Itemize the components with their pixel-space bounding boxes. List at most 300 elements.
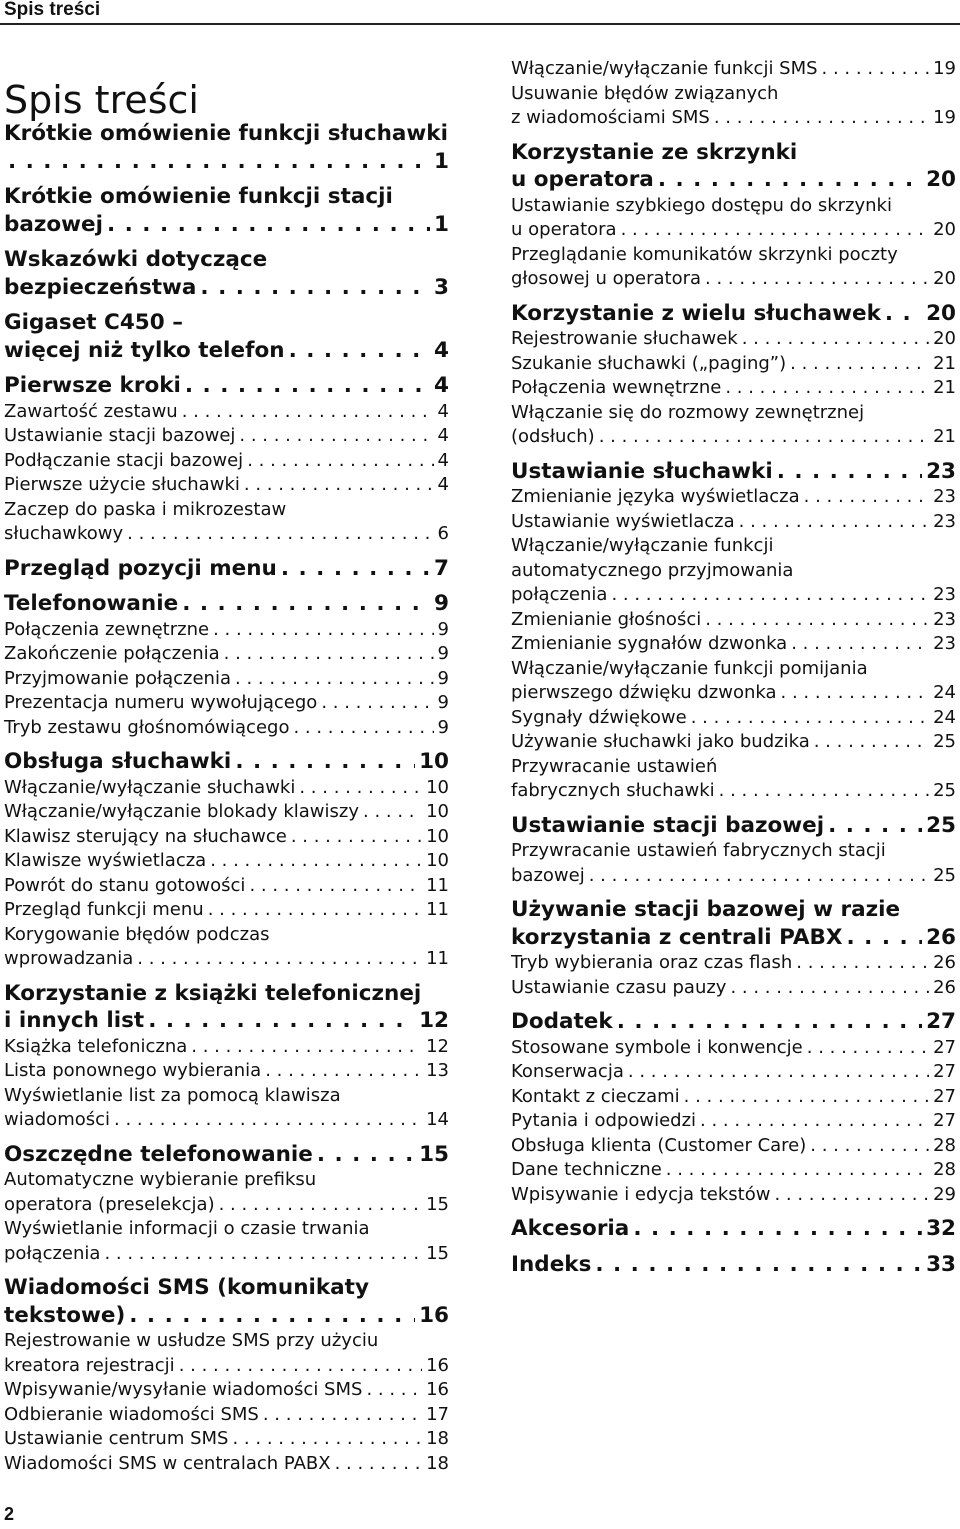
toc-section-line[interactable]	[511, 1158, 956, 1183]
toc-dot-leader	[182, 590, 430, 618]
toc-page-number: 20	[926, 300, 956, 326]
toc-entry-title: Przeglądanie komunikatów skrzynki poczty	[511, 243, 898, 265]
toc-dot-leader	[291, 825, 422, 850]
toc-page-number: 21	[933, 426, 956, 447]
toc-entry-title: Gigaset C450 –	[4, 310, 183, 335]
toc-page-number: 23	[933, 584, 956, 605]
toc-entry-title: Prezentacja numeru wywołującego	[4, 692, 318, 713]
toc-page-number: 27	[933, 1085, 956, 1107]
toc-entry-title: Usuwanie błędów związanych	[511, 82, 779, 104]
toc-entry-title: Wskazówki dotyczące	[4, 247, 268, 272]
toc-page-number: 4	[437, 425, 449, 446]
toc-entry-title: Pierwsze kroki	[4, 373, 181, 398]
toc-dot-leader	[796, 951, 929, 976]
toc-chapter-line[interactable]	[511, 1215, 956, 1243]
toc-section-line[interactable]	[511, 839, 956, 864]
toc-entry-title: połączenia	[511, 584, 608, 605]
toc-chapter-line[interactable]	[511, 896, 956, 924]
toc-section-line[interactable]	[4, 667, 449, 692]
toc-page-number: 10	[419, 749, 449, 774]
toc-chapter-line[interactable]	[4, 748, 449, 776]
toc-dot-leader	[224, 642, 434, 667]
toc-entry-title: Ustawianie słuchawki	[511, 458, 773, 484]
toc-dot-leader	[182, 400, 434, 425]
toc-dot-leader	[289, 337, 430, 365]
toc-dot-leader	[239, 424, 433, 449]
toc-entry-title: operatora (preselekcja)	[4, 1193, 215, 1215]
toc-section-line[interactable]	[4, 424, 449, 449]
toc-dot-leader	[719, 779, 929, 804]
toc-section-line[interactable]	[4, 1354, 449, 1379]
toc-section-line[interactable]	[4, 1059, 449, 1084]
toc-entry-title: u operatora	[511, 219, 617, 240]
toc-section-line[interactable]	[511, 485, 956, 510]
toc-dot-leader	[599, 425, 929, 450]
toc-page-number: 20	[933, 328, 956, 349]
toc-chapter-line[interactable]	[4, 1141, 449, 1169]
toc-entry-title: Pierwsze użycie słuchawki	[4, 474, 240, 495]
toc-section-line[interactable]	[511, 657, 956, 682]
toc-page-number: 21	[933, 352, 956, 374]
toc-entry-title: połączenia	[4, 1242, 101, 1264]
toc-dot-leader	[822, 57, 930, 82]
toc-dot-leader	[725, 376, 929, 401]
toc-section-line[interactable]	[4, 400, 449, 425]
toc-chapter-line[interactable]	[511, 924, 956, 952]
toc-dot-leader	[810, 1134, 929, 1159]
toc-entry-title: Zmienianie sygnałów dzwonka	[511, 633, 788, 654]
toc-dot-leader	[705, 608, 929, 633]
toc-entry-title: wiadomości	[4, 1109, 111, 1130]
toc-entry-title: u operatora	[511, 167, 654, 192]
page-title: Spis treści	[4, 78, 199, 123]
toc-dot-leader	[666, 1158, 929, 1183]
toc-chapter-line[interactable]	[4, 1007, 449, 1035]
toc-entry-title: fabrycznych słuchawki	[511, 780, 715, 801]
toc-page-number: 10	[426, 801, 449, 822]
toc-chapter-line[interactable]	[4, 1302, 449, 1330]
toc-entry-title: z wiadomościami SMS	[511, 107, 710, 128]
toc-entry-title: Wyświetlanie list za pomocą klawisza	[4, 1084, 341, 1106]
toc-page-number: 19	[933, 58, 956, 79]
toc-page-number: 21	[933, 377, 956, 398]
toc-section-line[interactable]	[4, 874, 449, 899]
toc-section-line[interactable]	[4, 522, 449, 547]
toc-page-number: 4	[437, 474, 449, 495]
toc-entry-title: Pytania i odpowiedzi	[511, 1110, 697, 1131]
toc-section-line[interactable]	[511, 755, 956, 780]
toc-section-line[interactable]	[511, 951, 956, 976]
toc-page-number: 25	[933, 864, 956, 886]
toc-page-number: 18	[426, 1452, 449, 1474]
toc-section-line[interactable]	[4, 473, 449, 498]
toc-dot-leader	[299, 776, 422, 801]
toc-dot-leader	[595, 1251, 922, 1279]
toc-page-number: 13	[426, 1060, 449, 1081]
toc-dot-leader	[249, 874, 422, 899]
toc-chapter-line[interactable]	[511, 300, 956, 328]
toc-chapter-line[interactable]	[511, 139, 956, 167]
toc-page-number: 20	[926, 167, 956, 192]
toc-section-line[interactable]	[4, 923, 449, 948]
toc-chapter-line[interactable]	[511, 1008, 956, 1036]
toc-section-line[interactable]	[511, 401, 956, 426]
toc-entry-title: Klawisze wyświetlacza	[4, 850, 207, 871]
toc-dot-leader	[213, 618, 433, 643]
toc-dot-leader	[317, 1141, 415, 1169]
toc-section-line[interactable]	[511, 632, 956, 657]
toc-page-number: 27	[926, 1009, 956, 1034]
toc-page-number: 11	[426, 874, 449, 896]
toc-dot-leader	[179, 1354, 422, 1379]
toc-entry-title: Szukanie słuchawki („paging”)	[511, 352, 787, 374]
toc-section-line[interactable]	[4, 849, 449, 874]
toc-dot-leader	[828, 812, 922, 840]
toc-entry-title: Ustawianie szybkiego dostępu do skrzynki	[511, 194, 892, 216]
toc-dot-leader	[247, 449, 433, 474]
toc-page-number: 16	[419, 1302, 449, 1328]
toc-dot-leader	[185, 372, 430, 400]
toc-page-number: 23	[926, 458, 956, 484]
toc-page-number: 9	[437, 692, 449, 713]
toc-entry-title: Automatyczne wybieranie prefiksu	[4, 1169, 317, 1190]
toc-dot-leader	[114, 1108, 422, 1133]
toc-entry-title: więcej niż tylko telefon	[4, 337, 285, 363]
toc-page-number: 24	[933, 682, 956, 703]
toc-page-number: 25	[933, 731, 956, 752]
toc-entry-title: Sygnały dźwiękowe	[511, 706, 687, 728]
toc-page-number: 23	[933, 510, 956, 532]
toc-section-line[interactable]	[511, 194, 956, 219]
toc-page-number: 15	[426, 1242, 449, 1264]
header-rule	[0, 23, 960, 25]
toc-dot-leader	[700, 1109, 929, 1134]
toc-entry-title: Przegląd funkcji menu	[4, 899, 204, 920]
toc-dot-leader	[293, 716, 433, 741]
toc-chapter-line[interactable]	[511, 166, 956, 194]
toc-dot-leader	[137, 947, 422, 972]
toc-section-line[interactable]	[4, 716, 449, 741]
toc-entry-title: Lista ponownego wybierania	[4, 1060, 262, 1081]
toc-chapter-line[interactable]	[4, 309, 449, 337]
toc-section-line[interactable]	[511, 218, 956, 243]
toc-section-line[interactable]	[511, 1036, 956, 1061]
toc-entry-title: tekstowe)	[4, 1302, 126, 1328]
toc-section-line[interactable]	[511, 1085, 956, 1110]
toc-chapter-line[interactable]	[4, 980, 449, 1008]
toc-page-number: 10	[426, 850, 449, 871]
toc-entry-title: Ustawianie stacji bazowej	[4, 425, 236, 446]
toc-entry-title: Wiadomości SMS (komunikaty	[4, 1275, 369, 1300]
toc-section-line[interactable]	[4, 1168, 449, 1193]
toc-entry-title: wprowadzania	[4, 948, 134, 969]
page-number: 2	[4, 1504, 15, 1524]
toc-page-number: 16	[426, 1379, 449, 1400]
toc-entry-title: Wiadomości SMS w centralach PABX	[4, 1452, 331, 1474]
toc-dot-leader	[363, 800, 422, 825]
toc-dot-leader	[804, 485, 929, 510]
toc-entry-title: Krótkie omówienie funkcji stacji	[4, 184, 393, 209]
toc-page-number: 23	[933, 486, 956, 507]
toc-entry-title: Połączenia zewnętrzne	[4, 618, 210, 640]
toc-dot-leader	[8, 148, 430, 176]
toc-page-number: 28	[933, 1159, 956, 1180]
toc-entry-title: Korzystanie z wielu słuchawek	[511, 300, 881, 326]
toc-dot-leader	[235, 667, 434, 692]
toc-dot-leader	[219, 1193, 422, 1218]
toc-entry-title: Obsługa słuchawki	[4, 749, 232, 774]
toc-page-number: 9	[437, 618, 449, 640]
toc-entry-title: Włączanie/wyłączanie funkcji pomijania	[511, 657, 868, 679]
toc-section-line[interactable]	[511, 82, 956, 107]
toc-section-line[interactable]	[4, 691, 449, 716]
toc-section-line[interactable]	[4, 1217, 449, 1242]
toc-page-number: 24	[933, 706, 956, 728]
toc-page-number: 16	[426, 1354, 449, 1376]
toc-dot-leader	[104, 1242, 422, 1267]
toc-page-number: 12	[426, 1035, 449, 1057]
toc-section-line[interactable]	[511, 779, 956, 804]
toc-entry-title: Odbieranie wiadomości SMS	[4, 1403, 259, 1425]
toc-section-line[interactable]	[4, 800, 449, 825]
toc-dot-leader	[281, 555, 430, 583]
toc-entry-title: głosowej u operatora	[511, 268, 702, 289]
toc-section-line[interactable]	[4, 825, 449, 850]
toc-entry-title: Przywracanie ustawień fabrycznych stacji	[511, 840, 886, 861]
toc-dot-leader	[208, 898, 422, 923]
toc-section-line[interactable]	[4, 1084, 449, 1109]
toc-entry-title: automatycznego przyjmowania	[511, 559, 794, 581]
toc-dot-leader	[366, 1378, 422, 1403]
toc-entry-title: Ustawianie centrum SMS	[4, 1428, 229, 1449]
toc-section-line[interactable]	[511, 976, 956, 1001]
toc-section-line[interactable]	[511, 425, 956, 450]
toc-entry-title: Klawisz sterujący na słuchawce	[4, 825, 287, 847]
toc-dot-leader	[335, 1452, 423, 1477]
toc-section-line[interactable]	[511, 864, 956, 889]
toc-section-line[interactable]	[511, 57, 956, 82]
toc-dot-leader	[263, 1403, 422, 1428]
toc-dot-leader	[633, 1215, 922, 1243]
toc-entry-title: i innych list	[4, 1008, 145, 1033]
toc-entry-title: Włączanie/wyłączanie blokady klawiszy	[4, 801, 359, 822]
toc-section-line[interactable]	[4, 1242, 449, 1267]
toc-chapter-line[interactable]	[4, 337, 449, 365]
toc-entry-title: słuchawkowy	[4, 523, 124, 544]
toc-page-number: 12	[419, 1008, 449, 1033]
toc-page-number: 11	[426, 899, 449, 920]
toc-page-number: 20	[933, 219, 956, 240]
toc-section-line[interactable]	[511, 681, 956, 706]
toc-entry-title: Wpisywanie/wysyłanie wiadomości SMS	[4, 1379, 363, 1400]
toc-entry-title: Podłączanie stacji bazowej	[4, 449, 244, 471]
toc-dot-leader	[781, 681, 930, 706]
toc-entry-title: Włączanie się do rozmowy zewnętrznej	[511, 401, 865, 423]
toc-section-line[interactable]	[511, 352, 956, 377]
toc-page-number: 4	[434, 373, 449, 398]
toc-entry-title: Tryb zestawu głośnomówiącego	[4, 716, 290, 738]
toc-chapter-line[interactable]	[511, 1251, 956, 1279]
toc-entry-title: Książka telefoniczna	[4, 1035, 188, 1057]
toc-entry-title: Używanie stacji bazowej w razie	[511, 897, 901, 922]
toc-page-number: 9	[434, 591, 449, 616]
toc-page-number: 25	[926, 812, 956, 838]
toc-section-line[interactable]	[4, 498, 449, 523]
toc-dot-leader	[265, 1059, 422, 1084]
toc-section-line[interactable]	[4, 898, 449, 923]
toc-dot-leader	[617, 1008, 922, 1036]
toc-page-number: 20	[933, 268, 956, 289]
toc-section-line[interactable]	[4, 642, 449, 667]
toc-dot-leader	[791, 632, 929, 657]
toc-entry-title: Ustawianie czasu pauzy	[511, 976, 727, 998]
toc-entry-title: Powrót do stanu gotowości	[4, 874, 246, 896]
toc-section-line[interactable]	[511, 243, 956, 268]
toc-chapter-line[interactable]	[511, 458, 956, 486]
toc-entry-title: Indeks	[511, 1251, 592, 1277]
toc-section-line[interactable]	[4, 1329, 449, 1354]
toc-entry-title: Wpisywanie i edycja tekstów	[511, 1183, 771, 1205]
toc-dot-leader	[847, 924, 923, 952]
toc-chapter-line[interactable]	[4, 211, 449, 239]
toc-entry-title: Konserwacja	[511, 1061, 624, 1082]
toc-dot-leader	[107, 211, 430, 239]
toc-page-number: 32	[926, 1216, 956, 1241]
toc-section-line[interactable]	[511, 510, 956, 535]
toc-section-line[interactable]	[4, 1452, 449, 1477]
toc-entry-title: Zmienianie języka wyświetlacza	[511, 486, 800, 507]
toc-page-number: 26	[933, 976, 956, 998]
toc-page-number: 18	[426, 1428, 449, 1449]
toc-page-number: 15	[419, 1141, 449, 1167]
toc-entry-title: Stosowane symbole i konwencje	[511, 1036, 803, 1058]
toc-dot-leader	[714, 106, 929, 131]
toc-section-line[interactable]	[511, 608, 956, 633]
toc-entry-title: Połączenia wewnętrzne	[511, 377, 722, 398]
toc-entry-title: Rejestrowanie w usłudze SMS przy użyciu	[4, 1330, 379, 1351]
toc-chapter-line[interactable]	[4, 555, 449, 583]
toc-chapter-line[interactable]	[4, 274, 449, 302]
toc-page-number: 27	[933, 1061, 956, 1082]
toc-entry-title: Dane techniczne	[511, 1159, 662, 1180]
toc-page-number: 25	[933, 780, 956, 801]
toc-section-line[interactable]	[511, 376, 956, 401]
toc-section-line[interactable]	[511, 730, 956, 755]
toc-section-line[interactable]	[511, 583, 956, 608]
toc-section-line[interactable]	[511, 1109, 956, 1134]
toc-section-line[interactable]	[511, 706, 956, 731]
toc-section-line[interactable]	[4, 1427, 449, 1452]
toc-section-line[interactable]	[4, 947, 449, 972]
toc-section-line[interactable]	[4, 618, 449, 643]
toc-page-number: 9	[437, 716, 449, 738]
toc-page-number: 4	[437, 400, 449, 422]
toc-dot-leader	[814, 730, 929, 755]
toc-section-line[interactable]	[4, 1193, 449, 1218]
toc-page-number: 4	[437, 449, 449, 471]
toc-entry-title: Włączanie/wyłączanie słuchawki	[4, 776, 296, 798]
toc-entry-title: Włączanie/wyłączanie funkcji	[511, 535, 774, 556]
toc-page-number: 19	[933, 107, 956, 128]
toc-chapter-line[interactable]	[4, 590, 449, 618]
toc-section-line[interactable]	[511, 267, 956, 292]
toc-entry-title: (odsłuch)	[511, 426, 595, 447]
toc-page-number: 33	[926, 1251, 956, 1277]
toc-page-number: 28	[933, 1134, 956, 1156]
toc-section-line[interactable]	[4, 1035, 449, 1060]
toc-entry-title: Korzystanie ze skrzynki	[511, 139, 798, 165]
toc-entry-title: pierwszego dźwięku dzwonka	[511, 682, 777, 703]
toc-section-line[interactable]	[4, 1403, 449, 1428]
toc-page-number: 6	[437, 523, 449, 544]
toc-entry-title: Używanie słuchawki jako budzika	[511, 731, 810, 752]
toc-entry-title: Ustawianie wyświetlacza	[511, 510, 735, 532]
toc-page-number: 29	[933, 1183, 956, 1205]
toc-dot-leader	[611, 583, 929, 608]
toc-entry-title: Oszczędne telefonowanie	[4, 1141, 313, 1167]
toc-entry-title: Obsługa klienta (Customer Care)	[511, 1134, 807, 1156]
toc-entry-title: Rejestrowanie słuchawek	[511, 328, 738, 349]
toc-entry-title: Zmienianie głośności	[511, 608, 702, 630]
toc-chapter-line[interactable]	[4, 120, 449, 175]
toc-section-line[interactable]	[511, 106, 956, 131]
toc-dot-leader	[235, 748, 415, 776]
toc-page-number: 1	[434, 148, 449, 174]
toc-entry-title: Przywracanie ustawień	[511, 755, 718, 777]
toc-page-number: 17	[426, 1403, 449, 1425]
toc-dot-leader	[127, 522, 433, 547]
toc-entry-title: Zaczep do paska i mikrozestaw	[4, 498, 287, 520]
toc-page-number: 27	[933, 1036, 956, 1058]
toc-section-line[interactable]	[511, 1134, 956, 1159]
toc-entry-title: bezpieczeństwa	[4, 274, 197, 300]
toc-dot-leader	[232, 1427, 422, 1452]
toc-section-line[interactable]	[511, 559, 956, 584]
toc-chapter-line[interactable]	[4, 183, 449, 211]
toc-section-line[interactable]	[4, 449, 449, 474]
toc-section-line[interactable]	[4, 1108, 449, 1133]
toc-page-number: 26	[926, 924, 956, 950]
toc-chapter-line[interactable]	[4, 372, 449, 400]
toc-section-line[interactable]	[4, 776, 449, 801]
toc-right-column	[511, 57, 956, 1278]
toc-page-number: 9	[437, 643, 449, 664]
toc-dot-leader	[129, 1302, 415, 1330]
toc-dot-leader	[628, 1060, 929, 1085]
toc-page-number: 23	[933, 633, 956, 654]
toc-dot-leader	[774, 1183, 929, 1208]
toc-entry-title: Krótkie omówienie funkcji słuchawki	[4, 121, 448, 146]
toc-entry-title: Dodatek	[511, 1009, 613, 1034]
toc-chapter-line[interactable]	[4, 246, 449, 274]
toc-chapter-line[interactable]	[511, 812, 956, 840]
toc-section-line[interactable]	[4, 1378, 449, 1403]
toc-page-number: 3	[434, 274, 449, 300]
toc-page-number: 10	[426, 825, 449, 847]
toc-section-line[interactable]	[511, 1060, 956, 1085]
toc-entry-title: korzystania z centrali PABX	[511, 924, 843, 950]
toc-entry-title: Tryb wybierania oraz czas flash	[511, 952, 793, 973]
toc-section-line[interactable]	[511, 1183, 956, 1208]
toc-chapter-line[interactable]	[4, 1274, 449, 1302]
toc-dot-leader	[742, 327, 929, 352]
toc-dot-leader	[191, 1035, 422, 1060]
toc-section-line[interactable]	[511, 327, 956, 352]
toc-page-number: 9	[437, 667, 449, 689]
toc-section-line[interactable]	[511, 534, 956, 559]
toc-page-number: 4	[434, 337, 449, 363]
toc-dot-leader	[210, 849, 422, 874]
